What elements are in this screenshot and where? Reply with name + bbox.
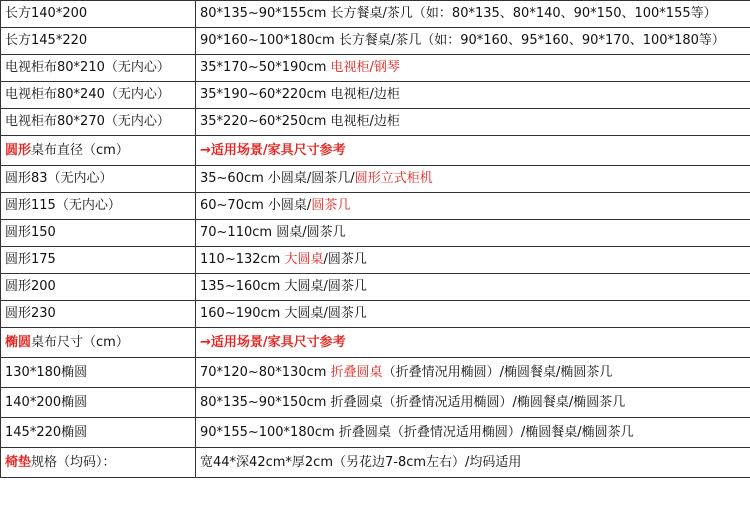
section-keyword: 椅垫 <box>5 454 32 470</box>
table-row <box>1 418 750 448</box>
size-text: 145*220椭圆 <box>5 424 88 440</box>
table-row <box>1 1 750 28</box>
table-row <box>1 55 750 82</box>
usage-cell <box>196 28 750 55</box>
usage-text: 35*190~60*220cm 电视柜/边柜 <box>200 87 400 102</box>
table-row <box>1 448 750 478</box>
usage-cell <box>196 247 750 274</box>
size-text: 规格（均码）： <box>31 454 116 470</box>
size-cell <box>1 220 196 247</box>
table-row <box>1 193 750 220</box>
usage-text: 160~190cm 大圆桌/圆茶几 <box>200 306 367 321</box>
section-header-text: 桌布直径（cm） <box>31 142 129 158</box>
usage-cell <box>196 301 750 328</box>
usage-text: 80*135~90*150cm 折叠圆桌（折叠情况适用椭圆）/椭圆餐桌/椭圆茶几 <box>200 394 626 410</box>
usage-cell <box>196 166 750 193</box>
size-text: 圆形200 <box>5 279 56 294</box>
usage-text: 110~132cm <box>200 252 285 267</box>
usage-highlight: 圆形立式柜机 <box>354 171 433 186</box>
size-cell <box>1 418 196 448</box>
usage-cell <box>196 220 750 247</box>
size-cell <box>1 55 196 82</box>
size-cell <box>1 388 196 418</box>
section-header-usage <box>196 328 750 358</box>
usage-text: 35~60cm 小圆桌/圆茶几/ <box>200 171 355 186</box>
usage-highlight: 大圆桌 <box>284 252 324 267</box>
usage-highlight: 电视柜/钢琴 <box>330 60 400 75</box>
usage-cell <box>196 82 750 109</box>
usage-text: 宽44*深42cm*厚2cm（另花边7-8cm左右）/均码适用 <box>200 454 522 470</box>
usage-text: 70~110cm 圆桌/圆茶几 <box>200 225 346 240</box>
size-text: 圆形230 <box>5 306 56 321</box>
size-cell <box>1 28 196 55</box>
usage-text: 90*160~100*180cm 长方餐桌/茶几（如：90*160、95*160、90*170、100*180等） <box>200 33 725 48</box>
usage-cell <box>196 193 750 220</box>
size-text: 圆形175 <box>5 252 56 267</box>
usage-text: 135~160cm 大圆桌/圆茶几 <box>200 279 367 294</box>
usage-text: 70*120~80*130cm <box>200 364 331 380</box>
usage-text-tail: /圆茶几 <box>323 252 367 267</box>
size-text: 圆形150 <box>5 225 56 240</box>
size-cell <box>1 247 196 274</box>
usage-text: 35*220~60*250cm 电视柜/边柜 <box>200 114 400 129</box>
section-usage-title: →适用场景/家具尺寸参考 <box>200 334 346 350</box>
size-cell <box>1 166 196 193</box>
usage-cell <box>196 1 750 28</box>
table-row <box>1 358 750 388</box>
usage-highlight: 折叠圆桌 <box>330 364 383 380</box>
usage-cell <box>196 448 750 478</box>
table-row <box>1 274 750 301</box>
size-cell <box>1 109 196 136</box>
size-text: 140*200椭圆 <box>5 394 88 410</box>
section-header-cell <box>1 328 196 358</box>
size-cell <box>1 193 196 220</box>
size-cell <box>1 301 196 328</box>
table-row <box>1 28 750 55</box>
usage-cell <box>196 55 750 82</box>
size-cell <box>1 1 196 28</box>
size-text: 电视柜布80*210（无内心） <box>5 60 170 75</box>
section-header-text: 桌布尺寸（cm） <box>31 334 129 350</box>
usage-text: 60~70cm 小圆桌/ <box>200 198 312 213</box>
size-text: 电视柜布80*240（无内心） <box>5 87 170 102</box>
section-header-row <box>1 328 750 358</box>
size-text: 圆形115（无内心） <box>5 198 121 213</box>
usage-cell <box>196 418 750 448</box>
table-row <box>1 109 750 136</box>
table-row <box>1 388 750 418</box>
section-keyword: 椭圆 <box>5 334 32 350</box>
section-header-row <box>1 136 750 166</box>
usage-cell <box>196 109 750 136</box>
size-text: 长方140*200 <box>5 6 88 21</box>
usage-text: 35*170~50*190cm <box>200 60 331 75</box>
usage-text-tail: （折叠情况用椭圆）/椭圆餐桌/椭圆茶几 <box>382 364 613 380</box>
section-header-usage <box>196 136 750 166</box>
table-row <box>1 220 750 247</box>
size-text: 电视柜布80*270（无内心） <box>5 114 170 129</box>
section-keyword: 圆形 <box>5 142 32 158</box>
size-cell <box>1 358 196 388</box>
size-cell <box>1 82 196 109</box>
section-usage-title: →适用场景/家具尺寸参考 <box>200 142 346 158</box>
size-text: 130*180椭圆 <box>5 364 88 380</box>
table-row <box>1 247 750 274</box>
usage-cell <box>196 358 750 388</box>
table-row <box>1 166 750 193</box>
table-row <box>1 82 750 109</box>
size-text: 长方145*220 <box>5 33 88 48</box>
usage-text: 90*155~100*180cm 折叠圆桌（折叠情况适用椭圆）/椭圆餐桌/椭圆茶几 <box>200 424 634 440</box>
usage-cell <box>196 388 750 418</box>
size-cell <box>1 448 196 478</box>
size-cell <box>1 274 196 301</box>
usage-highlight: 圆茶几 <box>311 198 351 213</box>
size-text: 圆形83（无内心） <box>5 171 113 186</box>
table-row <box>1 301 750 328</box>
usage-text: 80*135~90*155cm 长方餐桌/茶几（如：80*135、80*140、90*150、100*155等） <box>200 6 717 21</box>
section-header-cell <box>1 136 196 166</box>
usage-cell <box>196 274 750 301</box>
